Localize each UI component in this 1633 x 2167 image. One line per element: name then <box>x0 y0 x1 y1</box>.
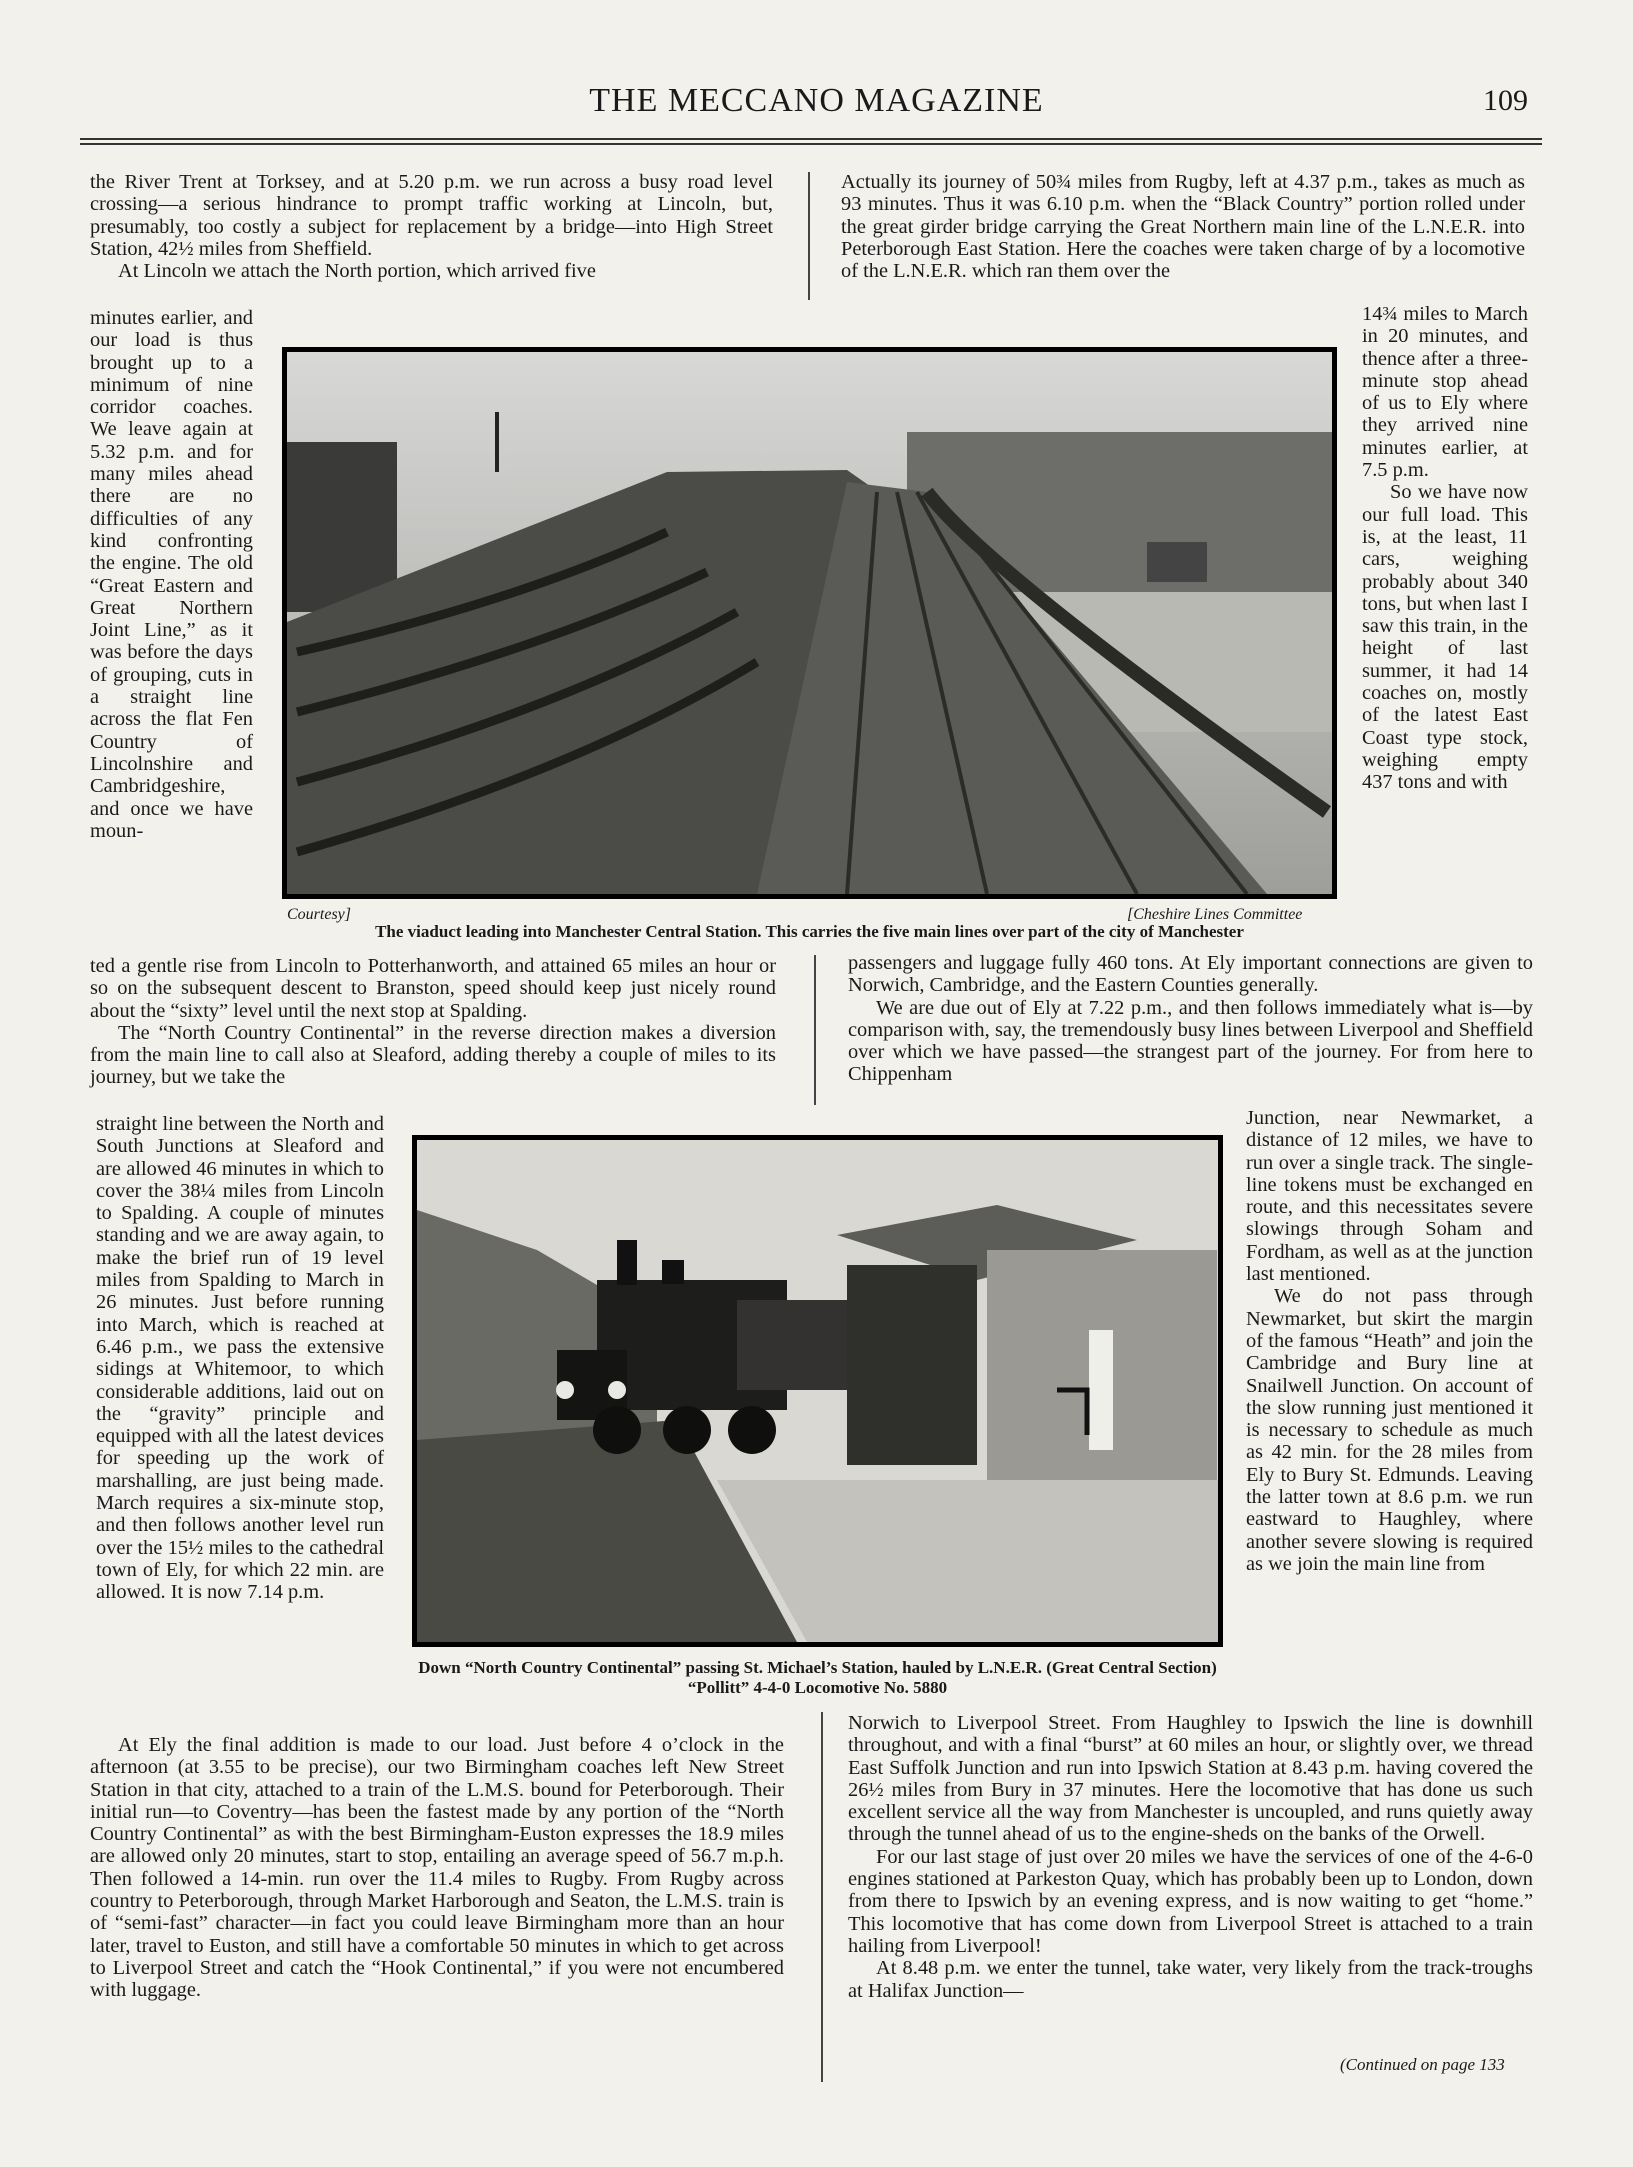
left-col-top <box>90 171 773 282</box>
right-col-mid <box>848 952 1533 1086</box>
right-col-narrow-2 <box>1246 1107 1533 1575</box>
paragraph: So we have now our full load. This is, at the least, 11 cars, weighing probably about 340 tons, but when last I saw this train, in the height of last summer, it had 14 coaches on, mostly of the latest East Coast type stock, weighing empty 437 tons and with <box>1362 481 1528 794</box>
paragraph: Actually its journey of 50¾ miles from Rugby, left at 4.37 p.m., takes as much as 93 minutes. Thus it was 6.10 p.m. when the “Black Country” portion rolled under the great girder bridge carrying the Great Northern main line of the L.N.E.R. into Peterborough East Station. Here the coaches were taken charge of by a locomotive of the L.N.E.R. which ran them over the <box>841 171 1525 283</box>
locomotive-photo <box>412 1135 1223 1647</box>
left-col-mid <box>90 955 776 1089</box>
photo-credit-right: [Cheshire Lines Committee <box>1127 906 1303 923</box>
header-rule-2 <box>80 143 1542 145</box>
right-col-bottom <box>848 1712 1533 2002</box>
paragraph: the River Trent at Torksey, and at 5.20 p.m. we run across a busy road level crossing—a serious hindrance to prompt traffic working at Lincoln, but, presumably, too costly a subject for replacement by a bridge—into High Street Station, 42½ miles from Sheffield. <box>90 171 773 260</box>
column-divider-mid <box>814 955 816 1105</box>
left-col-narrow <box>90 307 253 842</box>
paragraph: At Ely the final addition is made to our load. Just before 4 o’clock in the afternoon (at 3.55 to be precise), our two Birmingham coaches left New Street Station in that city, attached to a train of the L.M.S. bound for Peterborough. Their initial run—to Coventry—has been the fastest made by any portion of the “North Country Continental” as with the best Birmingham-Euston expresses the 18.9 miles are allowed only 20 minutes, start to stop, entailing an average speed of 56.7 m.p.h. Then followed a 14-min. run over the 11.4 miles to Rugby. From Rugby across country to Peterborough, through Market Harborough and Seaton, the L.M.S. train is of “semi-fast” character—in fact you could leave Birmingham more than an hour later, travel to Euston, and still have a comfortable 50 minutes in which to get across to Liverpool Street and catch the “Hook Continental,” if you were not encumbered with luggage. <box>90 1734 784 2002</box>
paragraph: At 8.48 p.m. we enter the tunnel, take water, very likely from the track-troughs at Halifax Junction— <box>848 1957 1533 2002</box>
paragraph: minutes earlier, and our load is thus brought up to a minimum of nine corridor coaches. We leave again at 5.32 p.m. and for many miles ahead there are no difficulties of any kind confronting the engine. The old “Great Eastern and Great Northern Joint Line,” as it was before the days of grouping, cuts in a straight line across the flat Fen Country of Lincolnshire and Cambridgeshire, and once we have moun- <box>90 307 253 842</box>
paragraph: Norwich to Liverpool Street. From Haughley to Ipswich the line is downhill throughout, and with a final “burst” at 60 miles an hour, or slightly over, we thread East Suffolk Junction and run into Ipswich Station at 8.43 p.m. having covered the 26½ miles from Bury in 37 minutes. Here the locomotive that has done us such excellent service all the way from Manchester is uncoupled, and runs quietly away through the tunnel ahead of us to the engine-sheds on the banks of the Orwell. <box>848 1712 1533 1846</box>
viaduct-photo <box>282 347 1337 899</box>
paragraph: Junction, near Newmarket, a distance of 12 miles, we have to run over a single track. The single-line tokens must be exchanged en route, and this necessitates severe slowings through Soham and Fordham, as well as at the junction last mentioned. <box>1246 1107 1533 1286</box>
viaduct-caption: The viaduct leading into Manchester Central Station. This carries the five main lines over part of the city of Manchester <box>375 922 1244 941</box>
right-col-narrow <box>1362 303 1528 794</box>
left-col-narrow-2 <box>96 1113 384 1604</box>
paragraph: The “North Country Continental” in the reverse direction makes a diversion from the main line to call also at Sleaford, adding thereby a couple of miles to its journey, but we take the <box>90 1021 776 1089</box>
paragraph: straight line between the North and South Junctions at Sleaford and are allowed 46 minutes in which to cover the 38¼ miles from Lincoln to Spalding. A couple of minutes standing and we are away again, to make the brief run of 19 level miles from Spalding to March in 26 minutes. Just before running into March, which is reached at 6.46 p.m., we pass the extensive sidings at Whitemoor, to which considerable additions, laid out on the “gravity” principle and equipped with all the latest devices for speeding up the work of marshalling, are just being made. March requires a six-minute stop, and then follows another level run over the 15½ miles to the cathedral town of Ely, for which 22 min. are allowed. It is now 7.14 p.m. <box>96 1113 384 1604</box>
header-rule <box>80 138 1542 140</box>
right-col-top <box>841 171 1525 282</box>
page-number: 109 <box>1483 84 1528 117</box>
left-col-bottom <box>90 1734 784 2002</box>
locomotive-caption: Down “North Country Continental” passing St. Michael’s Station, hauled by L.N.E.R. (Great Central Section) “Pollitt” 4-4-0 Locomotive No. 5880 <box>418 1658 1217 1697</box>
paragraph: At Lincoln we attach the North portion, which arrived five <box>118 260 596 283</box>
photo-credit-left: Courtesy] <box>287 906 351 923</box>
paragraph: We are due out of Ely at 7.22 p.m., and then follows immediately what is—by comparison with, say, the tremendously busy lines between Liverpool and Sheffield over which we have passed—the strangest part of the journey. For from here to Chippenham <box>848 996 1533 1086</box>
column-divider-top <box>808 172 810 300</box>
paragraph: ted a gentle rise from Lincoln to Potterhanworth, and attained 65 miles an hour or so on the subsequent descent to Branston, speed should keep just nicely round about the “sixty” level until the next stop at Spalding. <box>90 955 776 1022</box>
paragraph: For our last stage of just over 20 miles we have the services of one of the 4-6-0 engines stationed at Parkeston Quay, which has probably been up to London, down from there to Ipswich by an evening express, and is now waiting to get “home.” This locomotive that has come down from Liverpool Street is attached to a train hailing from Liverpool! <box>848 1845 1533 1957</box>
column-divider-bottom <box>821 1712 823 2082</box>
magazine-title: THE MECCANO MAGAZINE <box>589 82 1044 119</box>
continued-note: (Continued on page 133 <box>1340 2055 1505 2074</box>
locomotive-illustration <box>417 1140 1218 1642</box>
paragraph: 14¾ miles to March in 20 minutes, and thence after a three-minute stop ahead of us to Ely where they arrived nine minutes earlier, at 7.5 p.m. <box>1362 303 1528 482</box>
viaduct-illustration <box>287 352 1332 894</box>
paragraph: We do not pass through Newmarket, but skirt the margin of the famous “Heath” and join the Cambridge and Bury line at Snailwell Junction. On account of the slow running just mentioned it is necessary to schedule as much as 42 min. for the 28 miles from Ely to Bury St. Edmunds. Leaving the latter town at 8.6 p.m. we run eastward to Haughley, where another severe slowing is required as we join the main line from <box>1246 1285 1533 1575</box>
paragraph: passengers and luggage fully 460 tons. At Ely important connections are given to Norwich, Cambridge, and the Eastern Counties generally. <box>848 952 1533 997</box>
